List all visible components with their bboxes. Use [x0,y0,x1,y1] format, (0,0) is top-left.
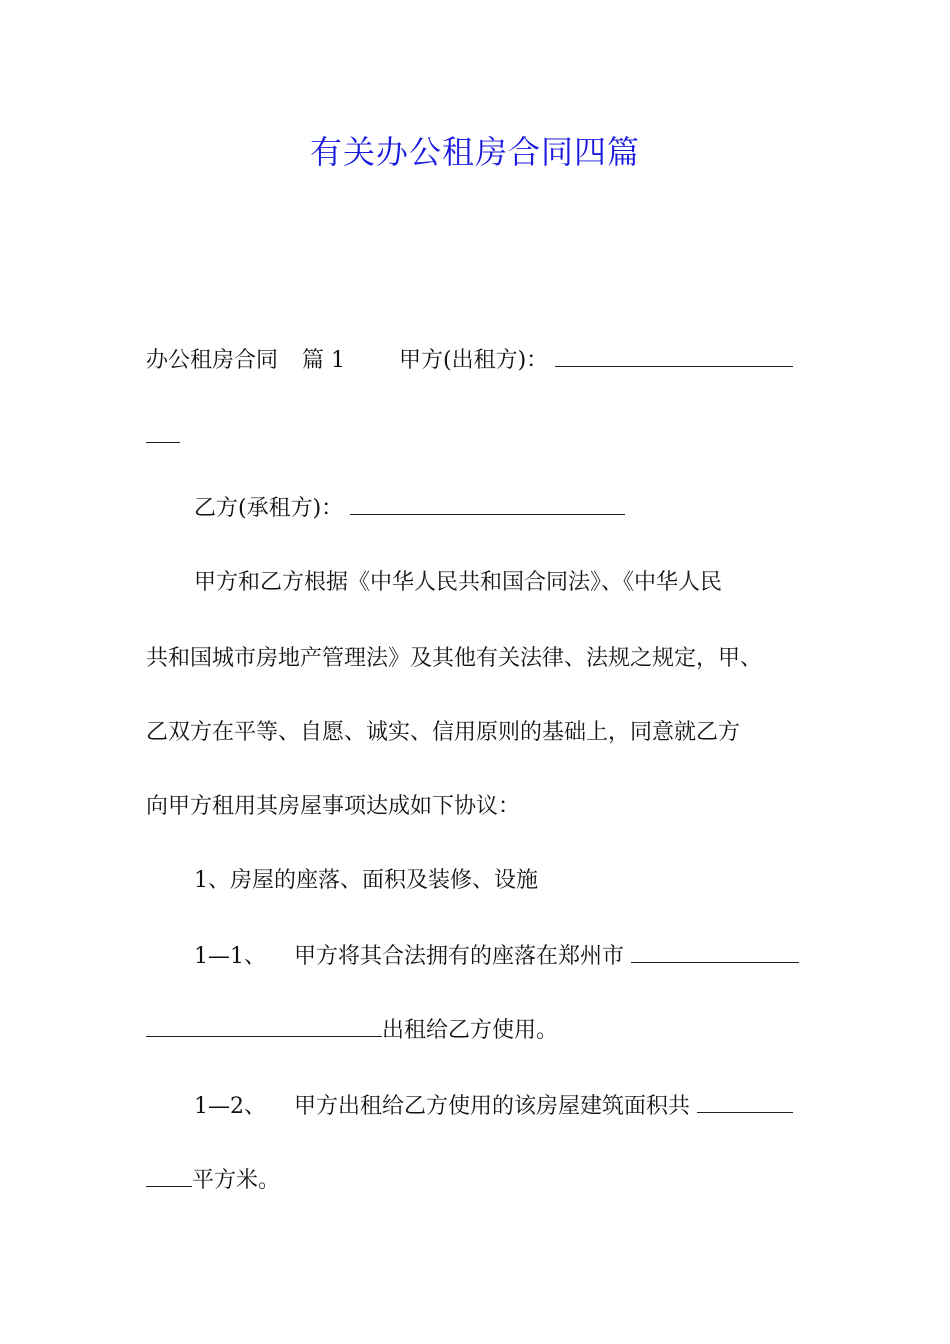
clause-1-1-number: 1—1、 [194,944,266,969]
party-a-blank [555,344,793,367]
intro-line-4: 向甲方租用其房屋事项达成如下协议： [146,794,521,819]
clause-1-2-line [146,1090,859,1124]
clause-1-1-location-blank [146,1014,382,1037]
clause-1-2-number: 1—2、 [194,1094,266,1119]
clause-1-1-continuation [146,1014,811,1048]
clause-1-1-end: 出租给乙方使用。 [382,1018,559,1043]
clause-1-2-blank [697,1090,793,1113]
contract-heading: 办公租房合同 [146,348,279,373]
intro-line-1: 甲方和乙方根据《中华人民共和国合同法》、《中华人民 [194,570,723,595]
contract-number: 篇 1 [302,348,346,373]
clause-1-1-line [146,940,859,974]
intro-line-2: 共和国城市房地产管理法》及其他有关法律、法规之规定，甲、 [146,646,763,671]
document-title: 有关办公租房合同四篇 [309,133,640,171]
intro-line-3: 乙双方在平等、自愿、诚实、信用原则的基础上，同意就乙方 [146,720,741,745]
party-a-continuation [146,420,811,454]
party-b-label: 乙方(承租方)： [194,496,344,521]
party-b-blank [350,492,625,515]
clause-1-2-continuation [146,1164,811,1198]
party-b-line [146,492,859,526]
section-1-heading: 1、房屋的座落、面积及装修、设施 [194,868,538,893]
party-a-label: 甲方(出租方)： [399,348,549,373]
clause-1-1-blank [631,940,799,963]
clause-1-2-text: 甲方出租给乙方使用的该房屋建筑面积共 [294,1094,691,1119]
clause-1-2-end: 平方米。 [192,1168,281,1193]
clause-1-2-area-blank [146,1164,192,1187]
clause-1-1-text: 甲方将其合法拥有的座落在郑州市 [294,944,625,969]
party-a-blank-end [146,420,180,443]
heading-line [146,344,811,378]
